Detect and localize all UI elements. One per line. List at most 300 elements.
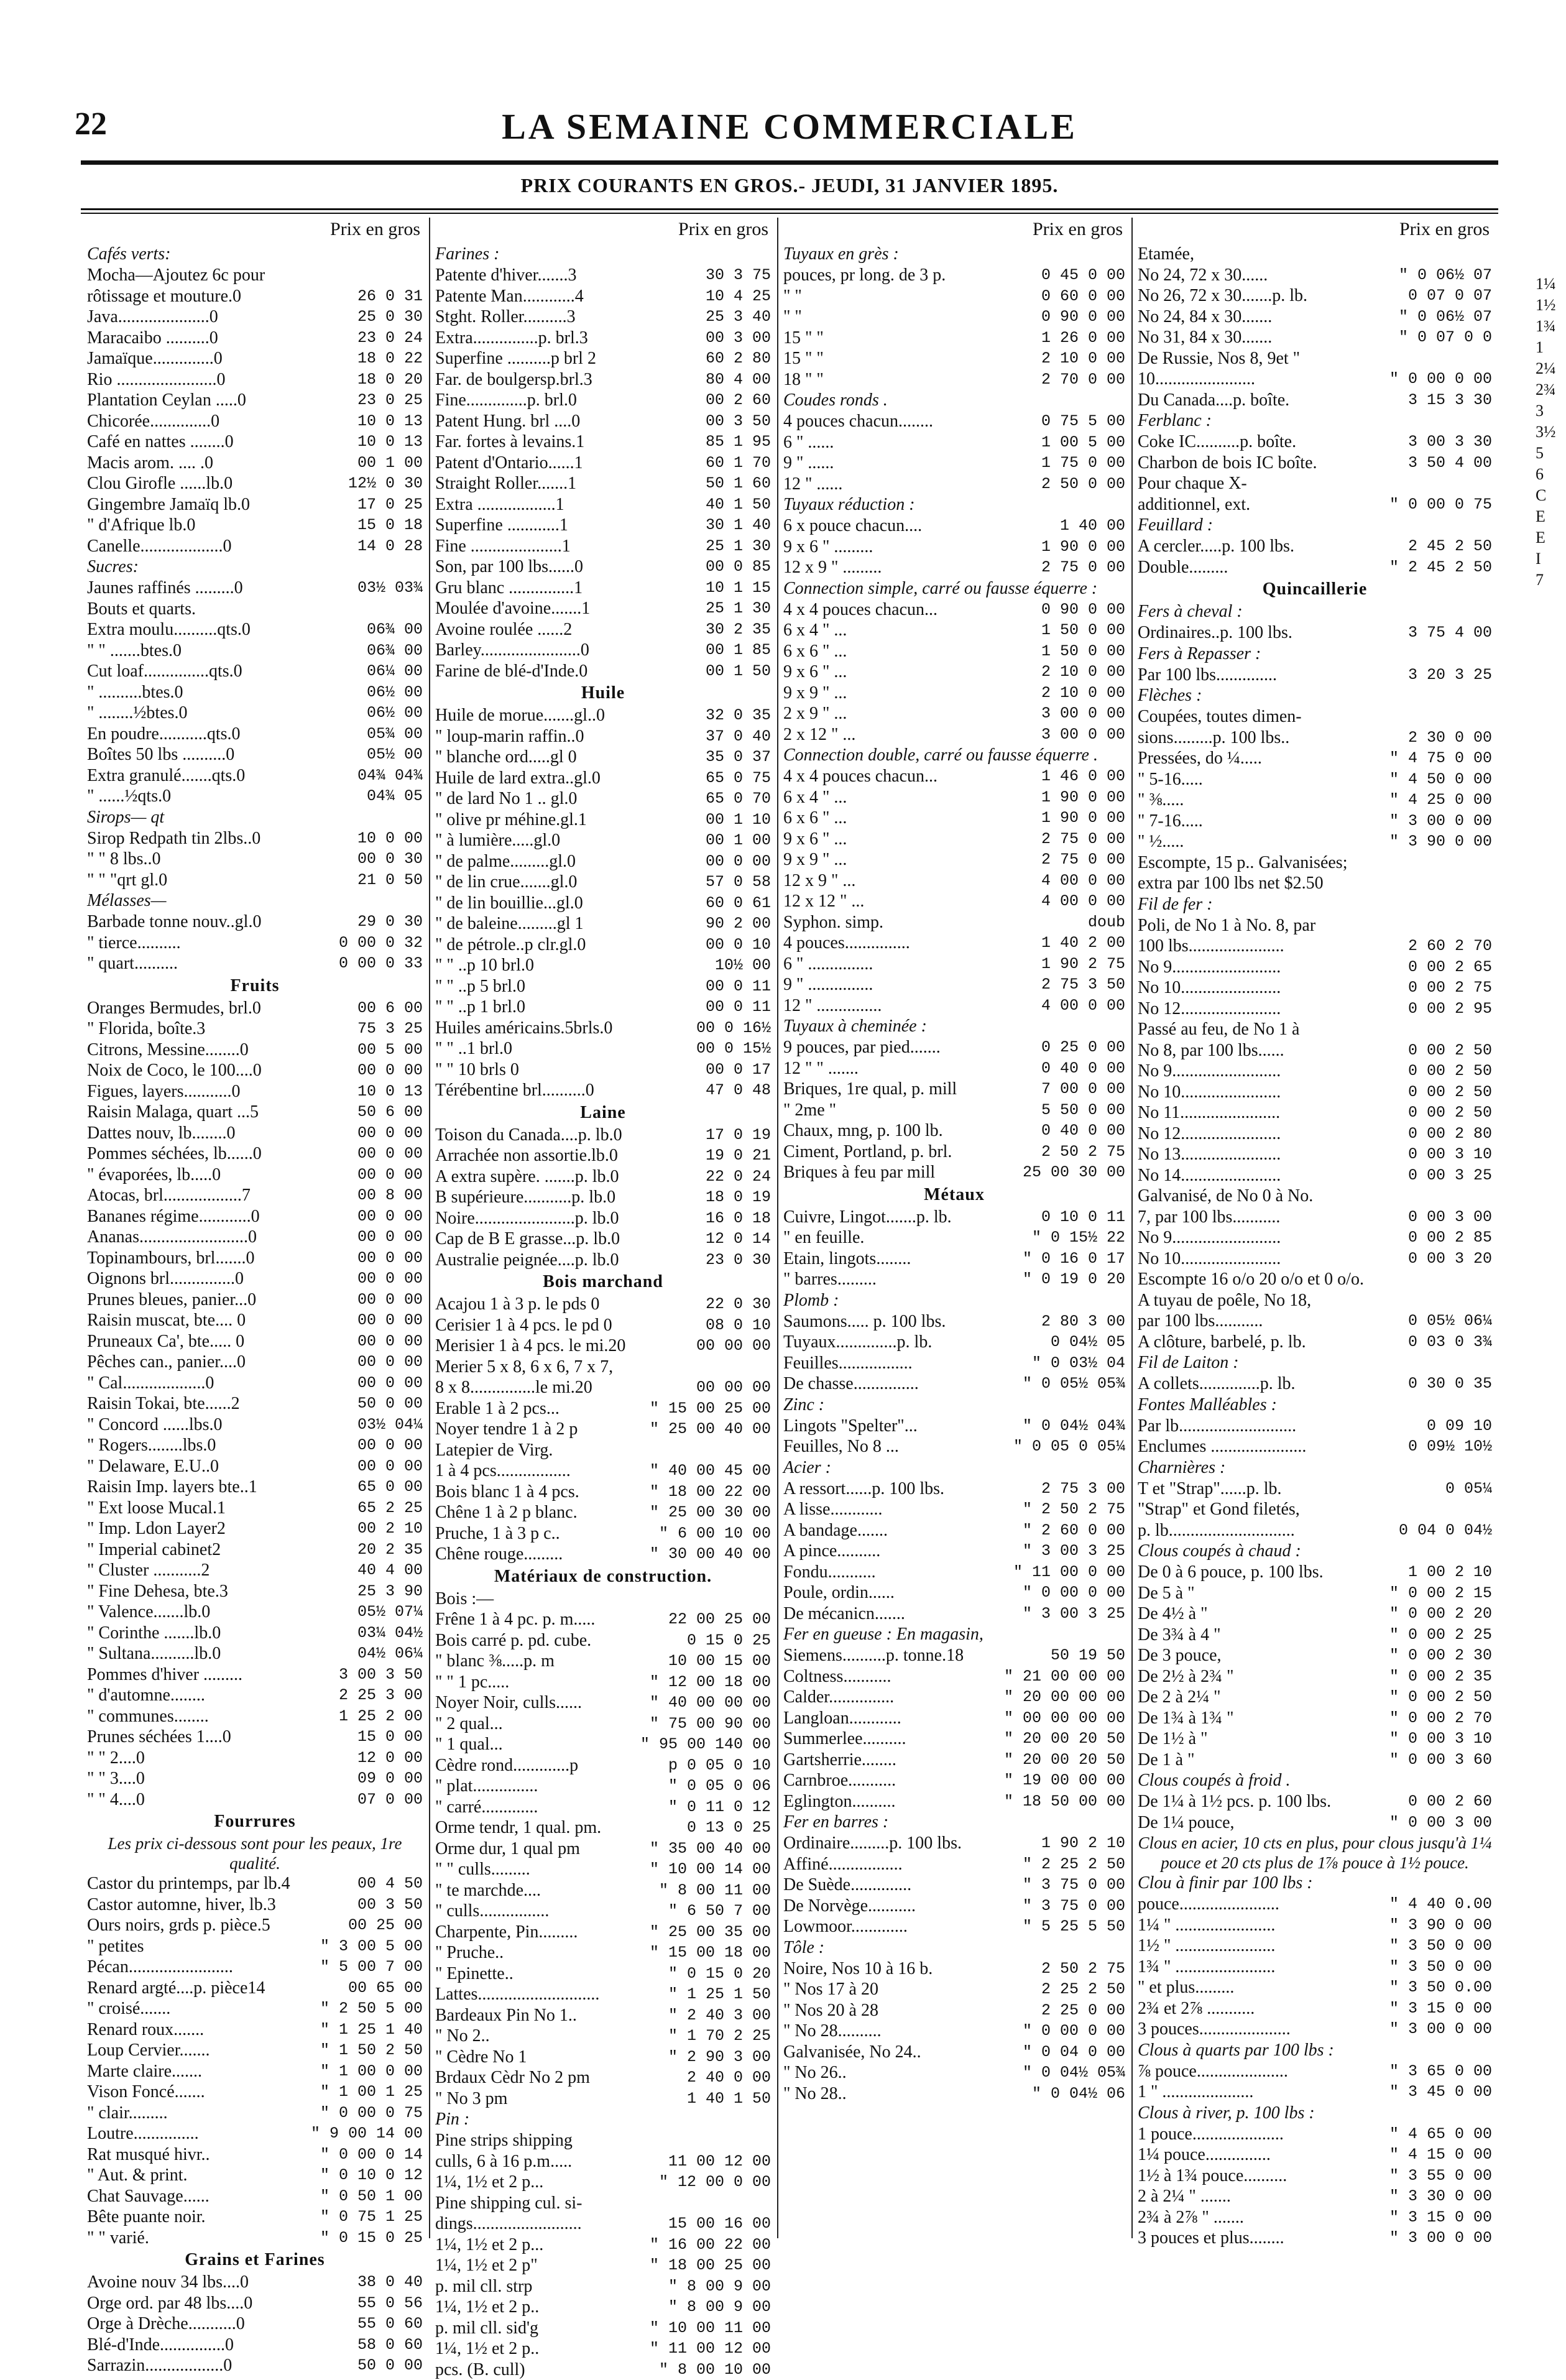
item-price: 00 0 00 [351,1227,423,1248]
item-name: " " culls......... [435,1859,643,1880]
item-price: 55 0 60 [351,2313,423,2335]
item-name: Escompte 16 o/o 20 o/o et 0 o/o. [1138,1269,1486,1290]
price-row [87,1373,423,1394]
item-name: De Norvège........... [783,1896,1016,1917]
item-name: Pécan........................ [87,1957,314,1978]
item-name: 1¼ " ....................... [1138,1915,1383,1936]
price-row [435,453,771,474]
item-price: 2 40 0 00 [681,2067,771,2088]
item-price: 1 00 5 00 [1035,432,1125,453]
item-price: 23 0 25 [351,390,423,411]
price-row [435,1398,771,1419]
price-row [783,1896,1125,1917]
item-price: 25 3 90 [351,1581,423,1602]
item-name: " " 8 lbs..0 [87,849,351,870]
item-price: 1 90 2 75 [1035,954,1125,975]
item-price: 00 0 00 [351,1123,423,1144]
item-name: 15 " " [783,348,1035,369]
subsection-heading: Clou à finir par 100 lbs : [1138,1873,1492,1894]
price-row [1138,2061,1492,2082]
item-name: 4 pouces............... [783,933,1035,954]
item-name: Rat musqué hivr.. [87,2144,314,2166]
price-row [87,703,423,724]
item-price: 05½ 00 [361,744,423,765]
item-name: Tuyaux..............p. lb. [783,1332,1044,1353]
item-name: Java.....................0 [87,307,351,328]
item-price: " 0 00 2 50 [1383,1687,1492,1708]
item-name: 7, par 100 lbs........... [1138,1207,1402,1228]
item-name: Barley.......................0 [435,640,699,661]
item-price: 00 0 00 [351,1310,423,1331]
item-name: 9 x 6 " ......... [783,537,1035,558]
price-row [435,536,771,557]
item-name: De 4½ à " [1138,1603,1383,1625]
price-row [1138,748,1492,769]
item-name: Merisier 1 à 4 pcs. le mi.20 [435,1335,690,1357]
price-row [783,1332,1125,1353]
price-row [87,265,423,286]
price-row [783,1541,1125,1562]
item-name: " " ..1 brl.0 [435,1038,690,1059]
item-price: 0 09 10 [1421,1416,1492,1437]
item-name: " croisé....... [87,1998,314,2019]
price-row [435,2213,771,2235]
item-name: 3 pouces et plus........ [1138,2228,1383,2249]
price-row [87,640,423,662]
item-name: Eglington.......... [783,1791,998,1812]
item-name: 1¼, 1½ et 2 p" [435,2255,643,2276]
price-row [1138,1123,1492,1145]
price-row [87,2103,423,2124]
item-price: " 0 00 3 00 [1383,1812,1492,1833]
price-row [435,1315,771,1336]
item-price: 18 0 20 [351,369,423,390]
item-price: " 2 25 2 50 [1016,1854,1125,1875]
item-name: Farine de blé-d'Inde.0 [435,661,699,682]
price-row [783,870,1125,892]
price-row [1138,1102,1492,1123]
subsection-heading: Fers à Repasser : [1138,643,1492,665]
item-price: " 0 19 0 20 [1016,1269,1125,1290]
item-price: 03½ 04¼ [351,1414,423,1436]
price-row [1138,327,1492,348]
item-name: Frêne 1 à 4 pc. p. m..... [435,1609,662,1630]
item-name: De 1 à " [1138,1750,1383,1771]
item-name: 2¾ et 2⅞ ........... [1138,1998,1383,2019]
item-name: additionnel, ext. [1138,494,1383,515]
item-price: 1 90 2 10 [1035,1833,1125,1854]
item-name: No 10....................... [1138,977,1402,999]
item-price: " 35 00 40 00 [643,1838,771,1860]
item-price: 1 90 0 00 [1035,537,1125,558]
item-name: 2¾ à 2⅞ " ....... [1138,2207,1383,2228]
item-name: 6 x 4 " ... [783,620,1035,641]
item-price [1486,473,1492,494]
item-name: Prunes bleues, panier...0 [87,1289,351,1311]
price-row [87,599,423,620]
header-rule [81,160,1498,165]
item-name: Oranges Bermudes, brl.0 [87,998,351,1019]
item-price: p 0 05 0 10 [662,1755,771,1776]
item-name: Coltness........... [783,1666,998,1687]
item-price: 40 1 50 [699,494,771,515]
item-price: 22 0 30 [699,1294,771,1315]
item-price: " 1 50 2 50 [314,2040,423,2061]
price-row [1138,1373,1492,1395]
subsection-heading: Connection double, carré ou fausse équerre . [783,745,1125,766]
subsection-heading: Acier : [783,1457,1125,1478]
item-price: " 1 25 1 40 [314,2019,423,2041]
item-name: 6 x pouce chacun.... [783,515,1054,537]
item-price: 30 1 40 [699,515,771,536]
item-name: dings......................... [435,2213,662,2235]
item-price: 15 00 16 00 [662,2213,771,2235]
price-row [435,955,771,976]
price-row [1138,1290,1492,1311]
item-name: Brdaux Cèdr No 2 pm [435,2067,681,2088]
item-name: Par 100 lbs.............. [1138,665,1402,686]
subsection-heading: Flèches : [1138,685,1492,706]
item-name: Barbade tonne nouv..gl.0 [87,911,351,933]
price-row [783,348,1125,369]
item-name: " No 3 pm [435,2088,681,2110]
item-price: " 6 00 10 00 [653,1523,771,1544]
item-name: Cap de B E grasse...p. lb.0 [435,1229,699,1250]
price-row [87,1248,423,1269]
item-price: 3 15 3 30 [1402,390,1492,411]
item-price: 1 50 0 00 [1035,620,1125,641]
item-name: " " [783,286,1035,307]
price-row [783,808,1125,829]
price-row [87,1040,423,1061]
price-row [1138,1207,1492,1228]
item-name: Noix de Coco, le 100....0 [87,1060,351,1081]
item-name: Double......... [1138,557,1383,578]
item-price: " 0 00 2 70 [1383,1708,1492,1729]
price-row [783,703,1125,724]
item-name: No 24, 84 x 30....... [1138,307,1393,328]
item-price: 00 0 00 [351,1373,423,1394]
item-price: 00 00 00 [690,1335,771,1357]
item-price: 00 0 10 [699,934,771,956]
item-price: " 95 00 140 00 [634,1734,771,1755]
item-price: " 0 00 2 35 [1383,1666,1492,1687]
item-price: 30 3 75 [699,265,771,286]
item-price: " 15 00 25 00 [643,1398,771,1419]
item-name: Raisin Tokai, bte......2 [87,1393,351,1414]
subtitle-rule [81,208,1498,214]
item-name: Blé-d'Inde...............0 [87,2335,351,2356]
item-name: Renard argté....p. pièce14 [87,1978,342,1999]
subsection-heading: Fer en gueuse : En magasin, [783,1624,1125,1645]
subsection-heading: Mélasses— [87,890,423,911]
item-price: 0 60 0 00 [1035,286,1125,307]
item-name: p. mil cll. sid'g [435,2318,643,2339]
item-price: 80 4 00 [699,369,771,390]
item-price: 50 0 00 [351,2355,423,2376]
subsection-heading: Sucres: [87,556,423,578]
price-row [435,1018,771,1039]
price-row [783,286,1125,307]
item-name: Lattes............................ [435,1984,662,2005]
price-row [783,1162,1125,1183]
item-name: 6 x 6 " ... [783,641,1035,662]
item-price: 06¼ 00 [361,661,423,682]
price-row [87,1685,423,1706]
price-row [783,453,1125,474]
item-name: De mécanicn....... [783,1603,1016,1625]
item-name: " " .......btes.0 [87,640,361,662]
item-price: " 3 30 0 00 [1383,2186,1492,2207]
item-name: T et "Strap"......p. lb. [1138,1478,1439,1500]
item-price: 00 8 00 [351,1185,423,1206]
item-price: 14 0 28 [351,536,423,557]
price-row [435,286,771,307]
price-row [435,494,771,515]
item-name: Extra...............p. brl.3 [435,328,699,349]
item-name: " 7-16..... [1138,811,1383,832]
item-name: 6 " ............... [783,954,1035,975]
item-price: 0 00 0 32 [333,933,423,954]
price-row [783,1120,1125,1142]
price-row [1138,1625,1492,1646]
column-divider [777,218,778,2238]
price-row [435,265,771,286]
price-row [87,661,423,682]
item-price: " 18 50 00 00 [998,1791,1125,1812]
item-price: 60 0 61 [699,893,771,914]
item-name: " ........½btes.0 [87,703,361,724]
item-price: 2 50 0 00 [1035,474,1125,495]
price-row [435,1335,771,1357]
item-price: 5 50 0 00 [1035,1100,1125,1121]
item-price [1486,1019,1492,1040]
item-price: 60 2 80 [699,348,771,369]
item-name: Stght. Roller..........3 [435,307,699,328]
price-row [87,1227,423,1248]
item-name: Cèdre rond.............p [435,1755,662,1776]
item-name: Calder............... [783,1687,998,1708]
item-price: " 0 04½ 05¾ [1016,2062,1125,2083]
price-row [435,2338,771,2359]
margin-mark: 7 [1536,570,1560,591]
item-name: Galvanisé, de No 0 à No. [1138,1186,1486,1207]
price-row [783,2000,1125,2021]
item-name: Dattes nouv, lb........0 [87,1123,351,1144]
price-row [87,1268,423,1289]
item-price [1486,873,1492,894]
subsection-heading: Cafés verts: [87,244,423,265]
price-row [87,1165,423,1186]
price-row [435,348,771,369]
item-price [1486,852,1492,874]
item-price: 0 13 0 25 [681,1817,771,1838]
price-row [435,1523,771,1544]
item-price: " 40 00 00 00 [643,1692,771,1714]
price-row [87,2061,423,2082]
price-column-2 [435,218,771,2244]
item-price: 1 25 2 00 [333,1706,423,1727]
price-row [435,2151,771,2172]
item-name: Far. de boulgersp.brl.3 [435,369,699,390]
price-row [783,537,1125,558]
item-price [1486,1269,1492,1290]
price-row [87,1102,423,1123]
item-name: rôtissage et mouture.0 [87,286,351,307]
item-price: 3 50 4 00 [1402,453,1492,474]
price-row [435,1797,771,1818]
item-price [417,599,423,620]
price-row [87,765,423,786]
price-row [1138,1061,1492,1082]
price-row [435,515,771,536]
item-name: Siemens..........p. tonne.18 [783,1645,1044,1666]
item-name: " Cluster ...........2 [87,1560,351,1581]
item-name: sions.........p. 100 lbs.. [1138,727,1402,749]
item-name: Maracaibo ..........0 [87,328,351,349]
price-row [87,1081,423,1102]
item-price: 2 50 2 75 [1035,1142,1125,1163]
item-name: 9 x 6 " ... [783,829,1035,850]
item-price: 00 5 00 [351,1040,423,1061]
price-row [87,1498,423,1519]
price-row [87,786,423,807]
price-row [435,1963,771,1985]
item-price: 2 45 2 50 [1402,536,1492,557]
margin-mark: I [1536,548,1560,570]
item-name: No 12....................... [1138,999,1402,1020]
item-price: 00 1 00 [699,830,771,851]
item-price: 2 75 3 50 [1035,974,1125,995]
price-row [783,1603,1125,1625]
price-row [783,432,1125,453]
item-price: 0 00 2 50 [1402,1061,1492,1082]
item-name: No 12....................... [1138,1123,1402,1145]
price-row [1138,1894,1492,1915]
item-name: De 1½ à " [1138,1728,1383,1750]
column-header: Prix en gros [1138,219,1490,240]
item-price: 1 40 2 00 [1035,933,1125,954]
item-price: " 15 00 18 00 [643,1942,771,1963]
item-name: Noyer Noir, culls...... [435,1692,643,1714]
item-price: 16 0 18 [699,1208,771,1229]
item-price: 10 0 00 [351,828,423,849]
item-price: " 0 05 0 05¼ [1007,1436,1125,1457]
price-row [783,1582,1125,1603]
item-price: " 0 00 0 00 [1016,2021,1125,2042]
item-price: 0 75 5 00 [1035,411,1125,432]
item-price: 00 0 85 [699,556,771,578]
item-name: " " varié. [87,2228,314,2249]
price-row [1138,1750,1492,1771]
item-price: 4 00 0 00 [1035,995,1125,1017]
price-row [1138,769,1492,790]
item-name: Bois :— [435,1589,765,1610]
item-name: Chêne 1 à 2 p blanc. [435,1502,643,1523]
item-name: De 2½ à 2¾ " [1138,1666,1383,1687]
price-row [435,2130,771,2151]
item-price: 10 0 13 [351,1081,423,1102]
item-name: A cercler.....p. 100 lbs. [1138,536,1402,557]
section-heading: Fourrures [87,1810,423,1833]
item-name: " ⅜..... [1138,790,1383,811]
item-name: 1 à 4 pcs................. [435,1460,643,1482]
price-row [1138,977,1492,999]
item-price: 3 00 3 50 [333,1664,423,1686]
price-row [435,1038,771,1059]
item-price: 0 04½ 05 [1044,1332,1125,1353]
price-row [435,2088,771,2110]
price-row [87,2165,423,2186]
item-name: p. mil cll. strp [435,2276,662,2297]
price-row [87,1143,423,1165]
subsection-heading: Fontes Malléables : [1138,1395,1492,1416]
price-row [1138,873,1492,894]
item-name: " Delaware, E.U..0 [87,1456,351,1477]
item-name: 15 " " [783,328,1035,349]
price-row [783,1520,1125,1541]
item-name: Bête puante noir. [87,2207,314,2228]
item-name: De 3 pouce, [1138,1645,1383,1666]
item-price: 23 0 24 [351,328,423,349]
price-row [87,998,423,1019]
item-name: 12 x 9 " ... [783,870,1035,892]
price-row [783,662,1125,683]
price-row [783,1687,1125,1708]
price-row [87,1915,423,1936]
item-price: 0 05¼ [1439,1478,1492,1500]
item-name: Huile de lard extra..gl.0 [435,768,699,789]
item-price: 0 00 3 10 [1402,1144,1492,1165]
price-row [783,1373,1125,1395]
price-row [1138,1915,1492,1936]
price-row [87,619,423,640]
item-name: Summerlee.......... [783,1728,998,1750]
page-subtitle: PRIX COURANTS EN GROS.- JEUDI, 31 JANVIER 1895. [81,174,1498,197]
item-name: 9 x 6 " ... [783,662,1035,683]
subsection-heading: Tuyaux à cheminée : [783,1016,1125,1037]
item-price: " 3 15 0 00 [1383,2207,1492,2228]
item-name: Orme tendr, 1 qual. pm. [435,1817,681,1838]
item-price: " 1 00 0 00 [314,2061,423,2082]
item-name: Escompte, 15 p.. Galvanisées; [1138,852,1486,874]
item-price: " 4 15 0 00 [1383,2144,1492,2166]
section-heading: Quincaillerie [1138,578,1492,601]
item-name: Plantation Ceylan .....0 [87,390,351,411]
item-name: Bois carré p. pd. cube. [435,1630,681,1651]
item-price: 19 0 21 [699,1145,771,1166]
item-name: Ordinaire.........p. 100 lbs. [783,1833,1035,1854]
item-price: 00 0 00 [351,1206,423,1227]
item-price: " 2 60 0 00 [1016,1520,1125,1541]
price-row [1138,1227,1492,1248]
price-row [435,1187,771,1208]
price-row [1138,727,1492,749]
item-name: Sarrazin..................0 [87,2355,351,2376]
item-name: Chaux, mng, p. 100 lb. [783,1120,1035,1142]
price-row [87,1060,423,1081]
item-name: Cut loaf...............qts.0 [87,661,361,682]
item-name: Figues, layers...........0 [87,1081,351,1102]
item-price: " 4 50 0 00 [1383,769,1492,790]
item-name: 3 pouces..................... [1138,2019,1383,2040]
item-price: 0 03 0 3¾ [1402,1332,1492,1353]
item-name: Feuilles, No 8 ... [783,1436,1007,1457]
price-row [1138,1645,1492,1666]
price-row [783,599,1125,620]
price-row [1138,265,1492,286]
item-price: " 20 00 20 50 [998,1750,1125,1771]
